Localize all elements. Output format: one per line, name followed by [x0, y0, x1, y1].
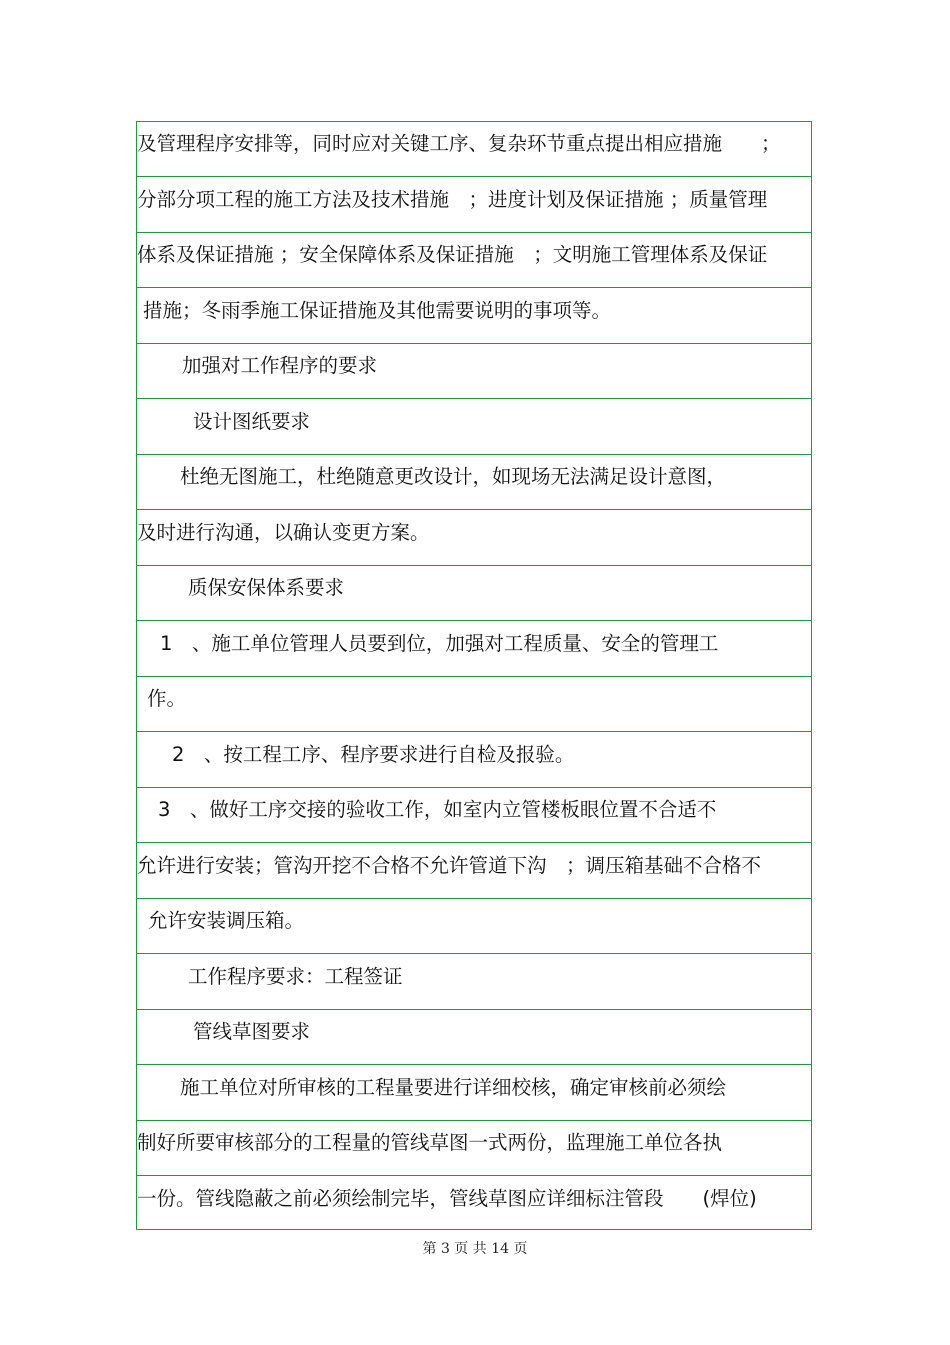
page-number-footer: 第 3 页 共 14 页 — [422, 1241, 528, 1257]
row-rule — [136, 176, 812, 177]
text-line: 允许安装调压箱。 — [148, 909, 305, 932]
row-rule — [136, 398, 812, 399]
row-rule — [136, 953, 812, 954]
text-line: 制好所要审核部分的工程量的管线草图一式两份，监理施工单位各执 — [137, 1131, 723, 1154]
text-line: 一份。管线隐蔽之前必须绘制完毕，管线草图应详细标注管段 (焊位) — [137, 1187, 757, 1210]
text-line: 分部分项工程的施工方法及技术措施 ；进度计划及保证措施 ；质量管理 — [137, 188, 768, 211]
row-rule — [136, 454, 812, 455]
row-rule — [136, 1120, 812, 1121]
text-line: 杜绝无图施工，杜绝随意更改设计，如现场无法满足设计意图， — [180, 465, 727, 488]
section-heading: 管线草图要求 — [193, 1020, 311, 1043]
section-heading: 设计图纸要求 — [193, 410, 311, 433]
row-rule — [136, 1175, 812, 1176]
text-line: 及管理程序安排等，同时应对关键工序、复杂环节重点提出相应措施 ； — [137, 132, 781, 155]
row-rule — [136, 509, 812, 510]
row-rule — [136, 842, 812, 843]
list-item: 3 、做好工序交接的验收工作，如室内立管楼板眼位置不合适不 — [158, 798, 717, 821]
row-rule — [136, 565, 812, 566]
section-heading: 工作程序要求：工程签证 — [188, 965, 403, 988]
text-line: 施工单位对所审核的工程量要进行详细校核，确定审核前必须绘 — [180, 1076, 727, 1099]
text-line: 及时进行沟通，以确认变更方案。 — [137, 521, 430, 544]
row-rule — [136, 676, 812, 677]
section-heading: 质保安保体系要求 — [188, 576, 345, 599]
text-line: 作。 — [147, 687, 187, 710]
row-rule — [136, 787, 812, 788]
row-rule — [136, 620, 812, 621]
list-item: 2 、按工程工序、程序要求进行自检及报验。 — [172, 743, 575, 766]
row-rule — [136, 898, 812, 899]
section-heading: 加强对工作程序的要求 — [182, 354, 378, 377]
row-rule — [136, 343, 812, 344]
text-line: 允许进行安装；管沟开挖不合格不允许管道下沟 ；调压箱基础不合格不 — [137, 854, 762, 877]
row-rule — [136, 287, 812, 288]
row-rule — [136, 1064, 812, 1065]
row-rule — [136, 232, 812, 233]
list-item: 1 、施工单位管理人员要到位，加强对工程质量、安全的管理工 — [160, 632, 719, 655]
text-line: 体系及保证措施 ；安全保障体系及保证措施 ；文明施工管理体系及保证 — [137, 243, 768, 266]
row-rule — [136, 731, 812, 732]
row-rule — [136, 1009, 812, 1010]
text-line: 措施；冬雨季施工保证措施及其他需要说明的事项等。 — [143, 299, 612, 322]
